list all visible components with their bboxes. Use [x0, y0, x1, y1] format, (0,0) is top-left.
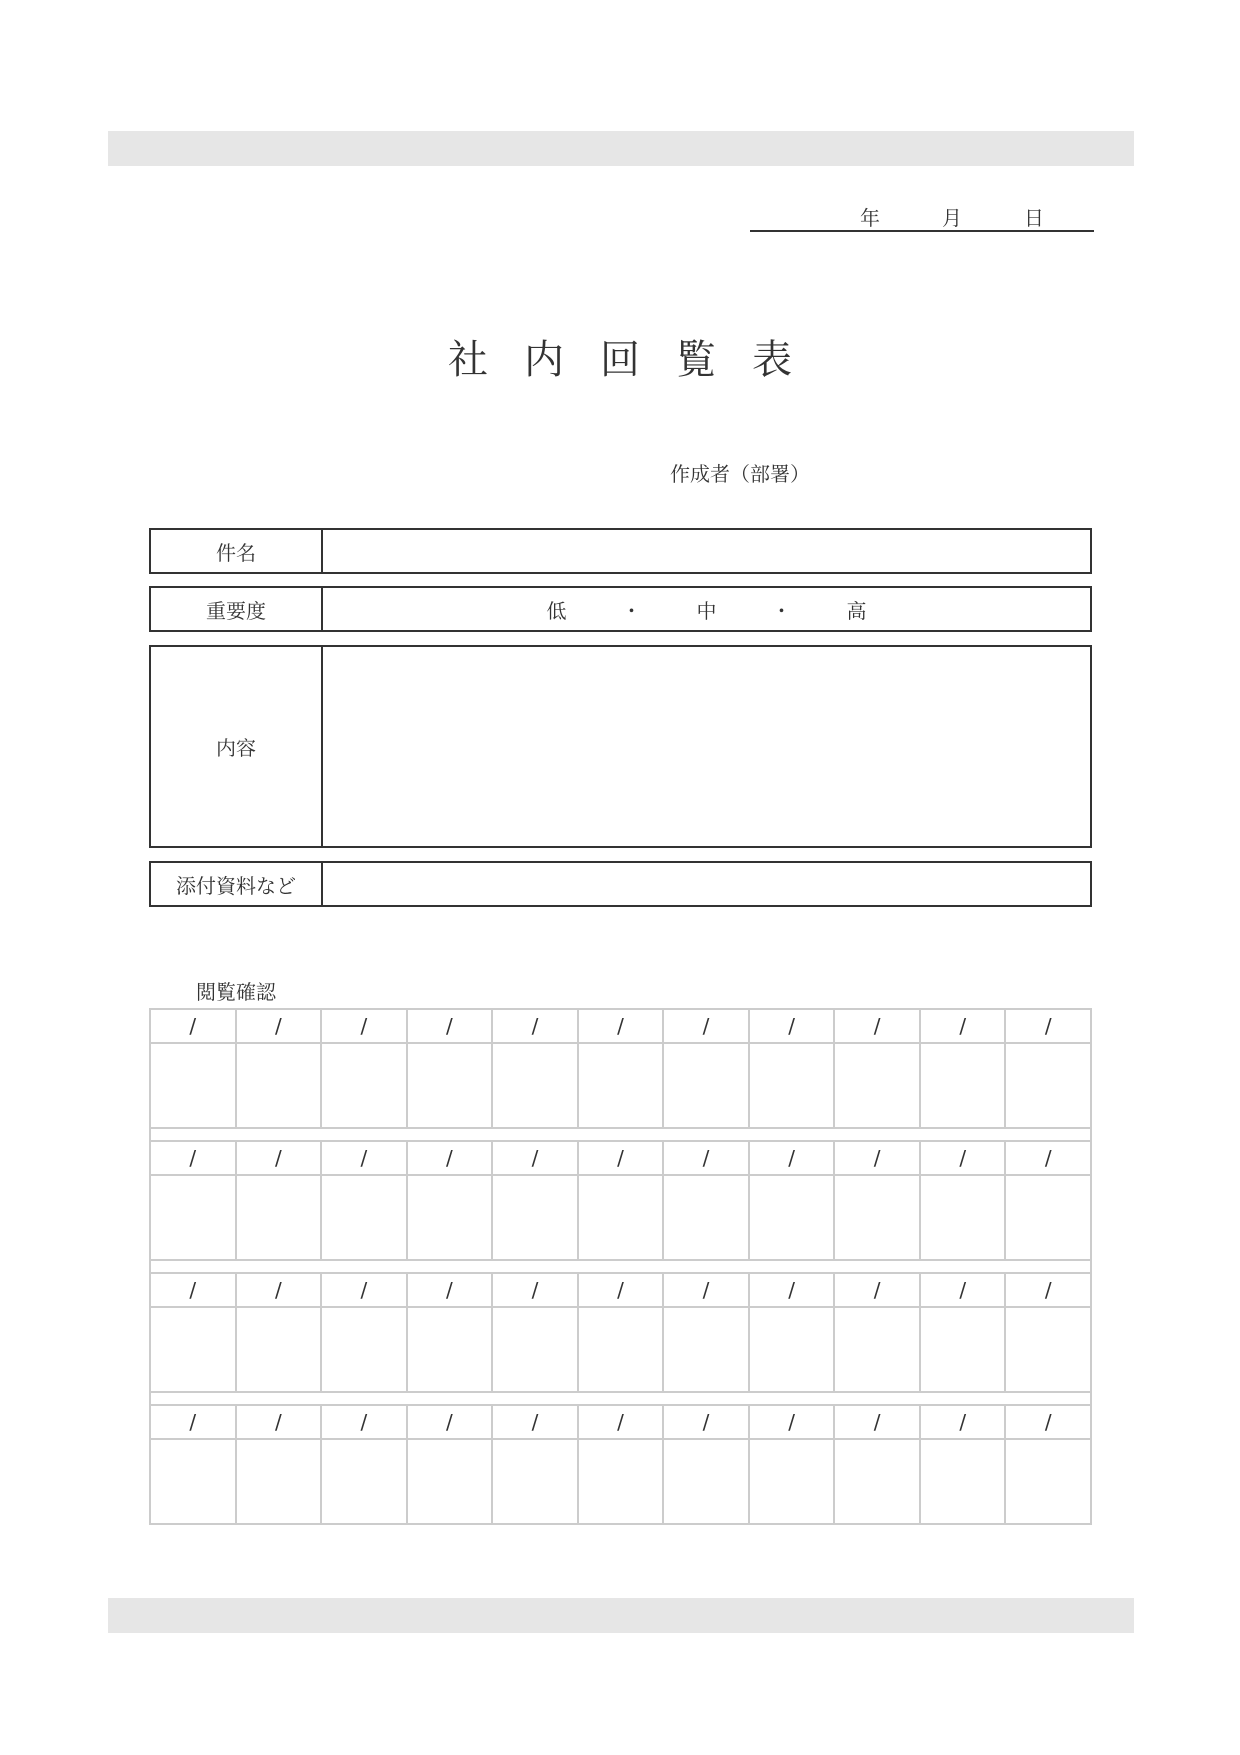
- date-cell[interactable]: /: [835, 1274, 921, 1306]
- importance-medium[interactable]: 中: [696, 598, 717, 623]
- attachment-field[interactable]: [323, 863, 1090, 905]
- seal-row: [151, 1044, 1090, 1127]
- seal-cell[interactable]: [664, 1440, 750, 1523]
- seal-cell[interactable]: [664, 1044, 750, 1127]
- date-cell[interactable]: /: [237, 1010, 323, 1042]
- seal-cell[interactable]: [408, 1044, 494, 1127]
- seal-cell[interactable]: [835, 1308, 921, 1391]
- seal-cell[interactable]: [579, 1176, 665, 1259]
- confirmation-group: [149, 1008, 1092, 1129]
- date-cell[interactable]: /: [493, 1274, 579, 1306]
- content-row: [149, 645, 1092, 848]
- seal-cell[interactable]: [408, 1176, 494, 1259]
- date-cell[interactable]: /: [921, 1010, 1007, 1042]
- seal-cell[interactable]: [1006, 1308, 1090, 1391]
- date-cell[interactable]: /: [322, 1010, 408, 1042]
- seal-row: [151, 1308, 1090, 1391]
- attachment-row: [149, 861, 1092, 907]
- date-cell[interactable]: /: [835, 1142, 921, 1174]
- date-row: [151, 1142, 1090, 1176]
- seal-cell[interactable]: [151, 1440, 237, 1523]
- seal-row: [151, 1176, 1090, 1259]
- date-cell[interactable]: /: [664, 1010, 750, 1042]
- date-field[interactable]: [750, 198, 1094, 232]
- seal-cell[interactable]: [493, 1308, 579, 1391]
- seal-cell[interactable]: [664, 1176, 750, 1259]
- date-row: [151, 1406, 1090, 1440]
- seal-cell[interactable]: [322, 1308, 408, 1391]
- seal-cell[interactable]: [664, 1308, 750, 1391]
- importance-options: [547, 595, 867, 624]
- date-cell[interactable]: /: [151, 1010, 237, 1042]
- day-label: 日: [1024, 206, 1044, 230]
- date-cell[interactable]: /: [493, 1142, 579, 1174]
- seal-cell[interactable]: [408, 1440, 494, 1523]
- date-cell[interactable]: /: [237, 1142, 323, 1174]
- group-spacer: [149, 1259, 1092, 1273]
- date-cell[interactable]: /: [750, 1142, 836, 1174]
- date-cell[interactable]: /: [921, 1406, 1007, 1438]
- importance-high[interactable]: 高: [846, 598, 867, 623]
- date-cell[interactable]: /: [151, 1142, 237, 1174]
- date-row: [151, 1010, 1090, 1044]
- date-cell[interactable]: /: [835, 1010, 921, 1042]
- confirmation-group: [149, 1272, 1092, 1393]
- importance-label: 重要度: [151, 588, 323, 630]
- importance-field[interactable]: [323, 588, 1090, 630]
- seal-cell[interactable]: [237, 1440, 323, 1523]
- separator: ・: [771, 598, 792, 623]
- confirmation-group: [149, 1404, 1092, 1525]
- seal-cell[interactable]: [579, 1440, 665, 1523]
- year-label: 年: [860, 206, 880, 230]
- date-cell[interactable]: /: [151, 1406, 237, 1438]
- date-cell[interactable]: /: [493, 1010, 579, 1042]
- date-cell[interactable]: /: [579, 1010, 665, 1042]
- seal-row: [151, 1440, 1090, 1523]
- seal-cell[interactable]: [322, 1044, 408, 1127]
- date-cell[interactable]: /: [408, 1274, 494, 1306]
- content-field[interactable]: [323, 647, 1090, 846]
- date-cell[interactable]: /: [1044, 1278, 1052, 1302]
- date-cell[interactable]: /: [408, 1142, 494, 1174]
- footer-band: [108, 1598, 1134, 1633]
- seal-cell[interactable]: [835, 1044, 921, 1127]
- month-label: 月: [942, 206, 962, 230]
- date-cell[interactable]: /: [750, 1010, 836, 1042]
- date-cell[interactable]: /: [579, 1142, 665, 1174]
- seal-cell[interactable]: [921, 1044, 1007, 1127]
- subject-label: 件名: [151, 530, 323, 572]
- subject-field[interactable]: [323, 530, 1090, 572]
- date-cell[interactable]: /: [835, 1406, 921, 1438]
- attachment-label: 添付資料など: [151, 863, 323, 905]
- date-cell[interactable]: /: [1044, 1014, 1052, 1038]
- importance-row: [149, 586, 1092, 632]
- seal-cell[interactable]: [835, 1440, 921, 1523]
- date-cell[interactable]: /: [921, 1142, 1007, 1174]
- header-band: [108, 131, 1134, 166]
- date-cell[interactable]: /: [664, 1274, 750, 1306]
- date-cell[interactable]: /: [1044, 1410, 1052, 1434]
- seal-cell[interactable]: [408, 1308, 494, 1391]
- seal-cell[interactable]: [750, 1440, 836, 1523]
- date-cell[interactable]: /: [322, 1142, 408, 1174]
- seal-cell[interactable]: [750, 1044, 836, 1127]
- separator: ・: [621, 598, 642, 623]
- date-cell[interactable]: /: [921, 1274, 1007, 1306]
- date-cell[interactable]: /: [664, 1406, 750, 1438]
- seal-cell[interactable]: [750, 1308, 836, 1391]
- date-row: [151, 1274, 1090, 1308]
- seal-cell[interactable]: [151, 1308, 237, 1391]
- document-title: 社内回覧表: [448, 337, 828, 383]
- date-cell[interactable]: /: [579, 1274, 665, 1306]
- seal-cell[interactable]: [322, 1440, 408, 1523]
- seal-cell[interactable]: [237, 1308, 323, 1391]
- date-cell[interactable]: /: [750, 1274, 836, 1306]
- seal-cell[interactable]: [322, 1176, 408, 1259]
- seal-cell[interactable]: [493, 1440, 579, 1523]
- seal-cell[interactable]: [1006, 1176, 1090, 1259]
- seal-cell[interactable]: [237, 1044, 323, 1127]
- seal-cell[interactable]: [921, 1176, 1007, 1259]
- content-label: 内容: [151, 647, 323, 846]
- date-cell[interactable]: /: [664, 1142, 750, 1174]
- group-spacer: [149, 1391, 1092, 1405]
- date-cell[interactable]: /: [408, 1010, 494, 1042]
- seal-cell[interactable]: [579, 1308, 665, 1391]
- seal-cell[interactable]: [151, 1044, 237, 1127]
- date-cell[interactable]: /: [750, 1406, 836, 1438]
- date-cell[interactable]: /: [1044, 1146, 1052, 1170]
- seal-cell[interactable]: [151, 1176, 237, 1259]
- date-cell[interactable]: /: [322, 1274, 408, 1306]
- seal-cell[interactable]: [237, 1176, 323, 1259]
- seal-cell[interactable]: [1006, 1440, 1090, 1523]
- subject-row: [149, 528, 1092, 574]
- importance-low[interactable]: 低: [546, 598, 567, 623]
- confirmation-group: [149, 1140, 1092, 1261]
- date-cell[interactable]: /: [237, 1406, 323, 1438]
- seal-cell[interactable]: [921, 1308, 1007, 1391]
- group-spacer: [149, 1127, 1092, 1141]
- date-cell[interactable]: /: [493, 1406, 579, 1438]
- confirmation-label: 閲覧確認: [196, 980, 276, 1004]
- date-cell[interactable]: /: [151, 1274, 237, 1306]
- seal-cell[interactable]: [579, 1044, 665, 1127]
- date-cell[interactable]: /: [322, 1406, 408, 1438]
- seal-cell[interactable]: [835, 1176, 921, 1259]
- seal-cell[interactable]: [493, 1176, 579, 1259]
- seal-cell[interactable]: [750, 1176, 836, 1259]
- author-label: 作成者（部署）: [670, 462, 810, 486]
- seal-cell[interactable]: [921, 1440, 1007, 1523]
- date-cell[interactable]: /: [408, 1406, 494, 1438]
- date-cell[interactable]: /: [579, 1406, 665, 1438]
- date-cell[interactable]: /: [237, 1274, 323, 1306]
- seal-cell[interactable]: [1006, 1044, 1090, 1127]
- seal-cell[interactable]: [493, 1044, 579, 1127]
